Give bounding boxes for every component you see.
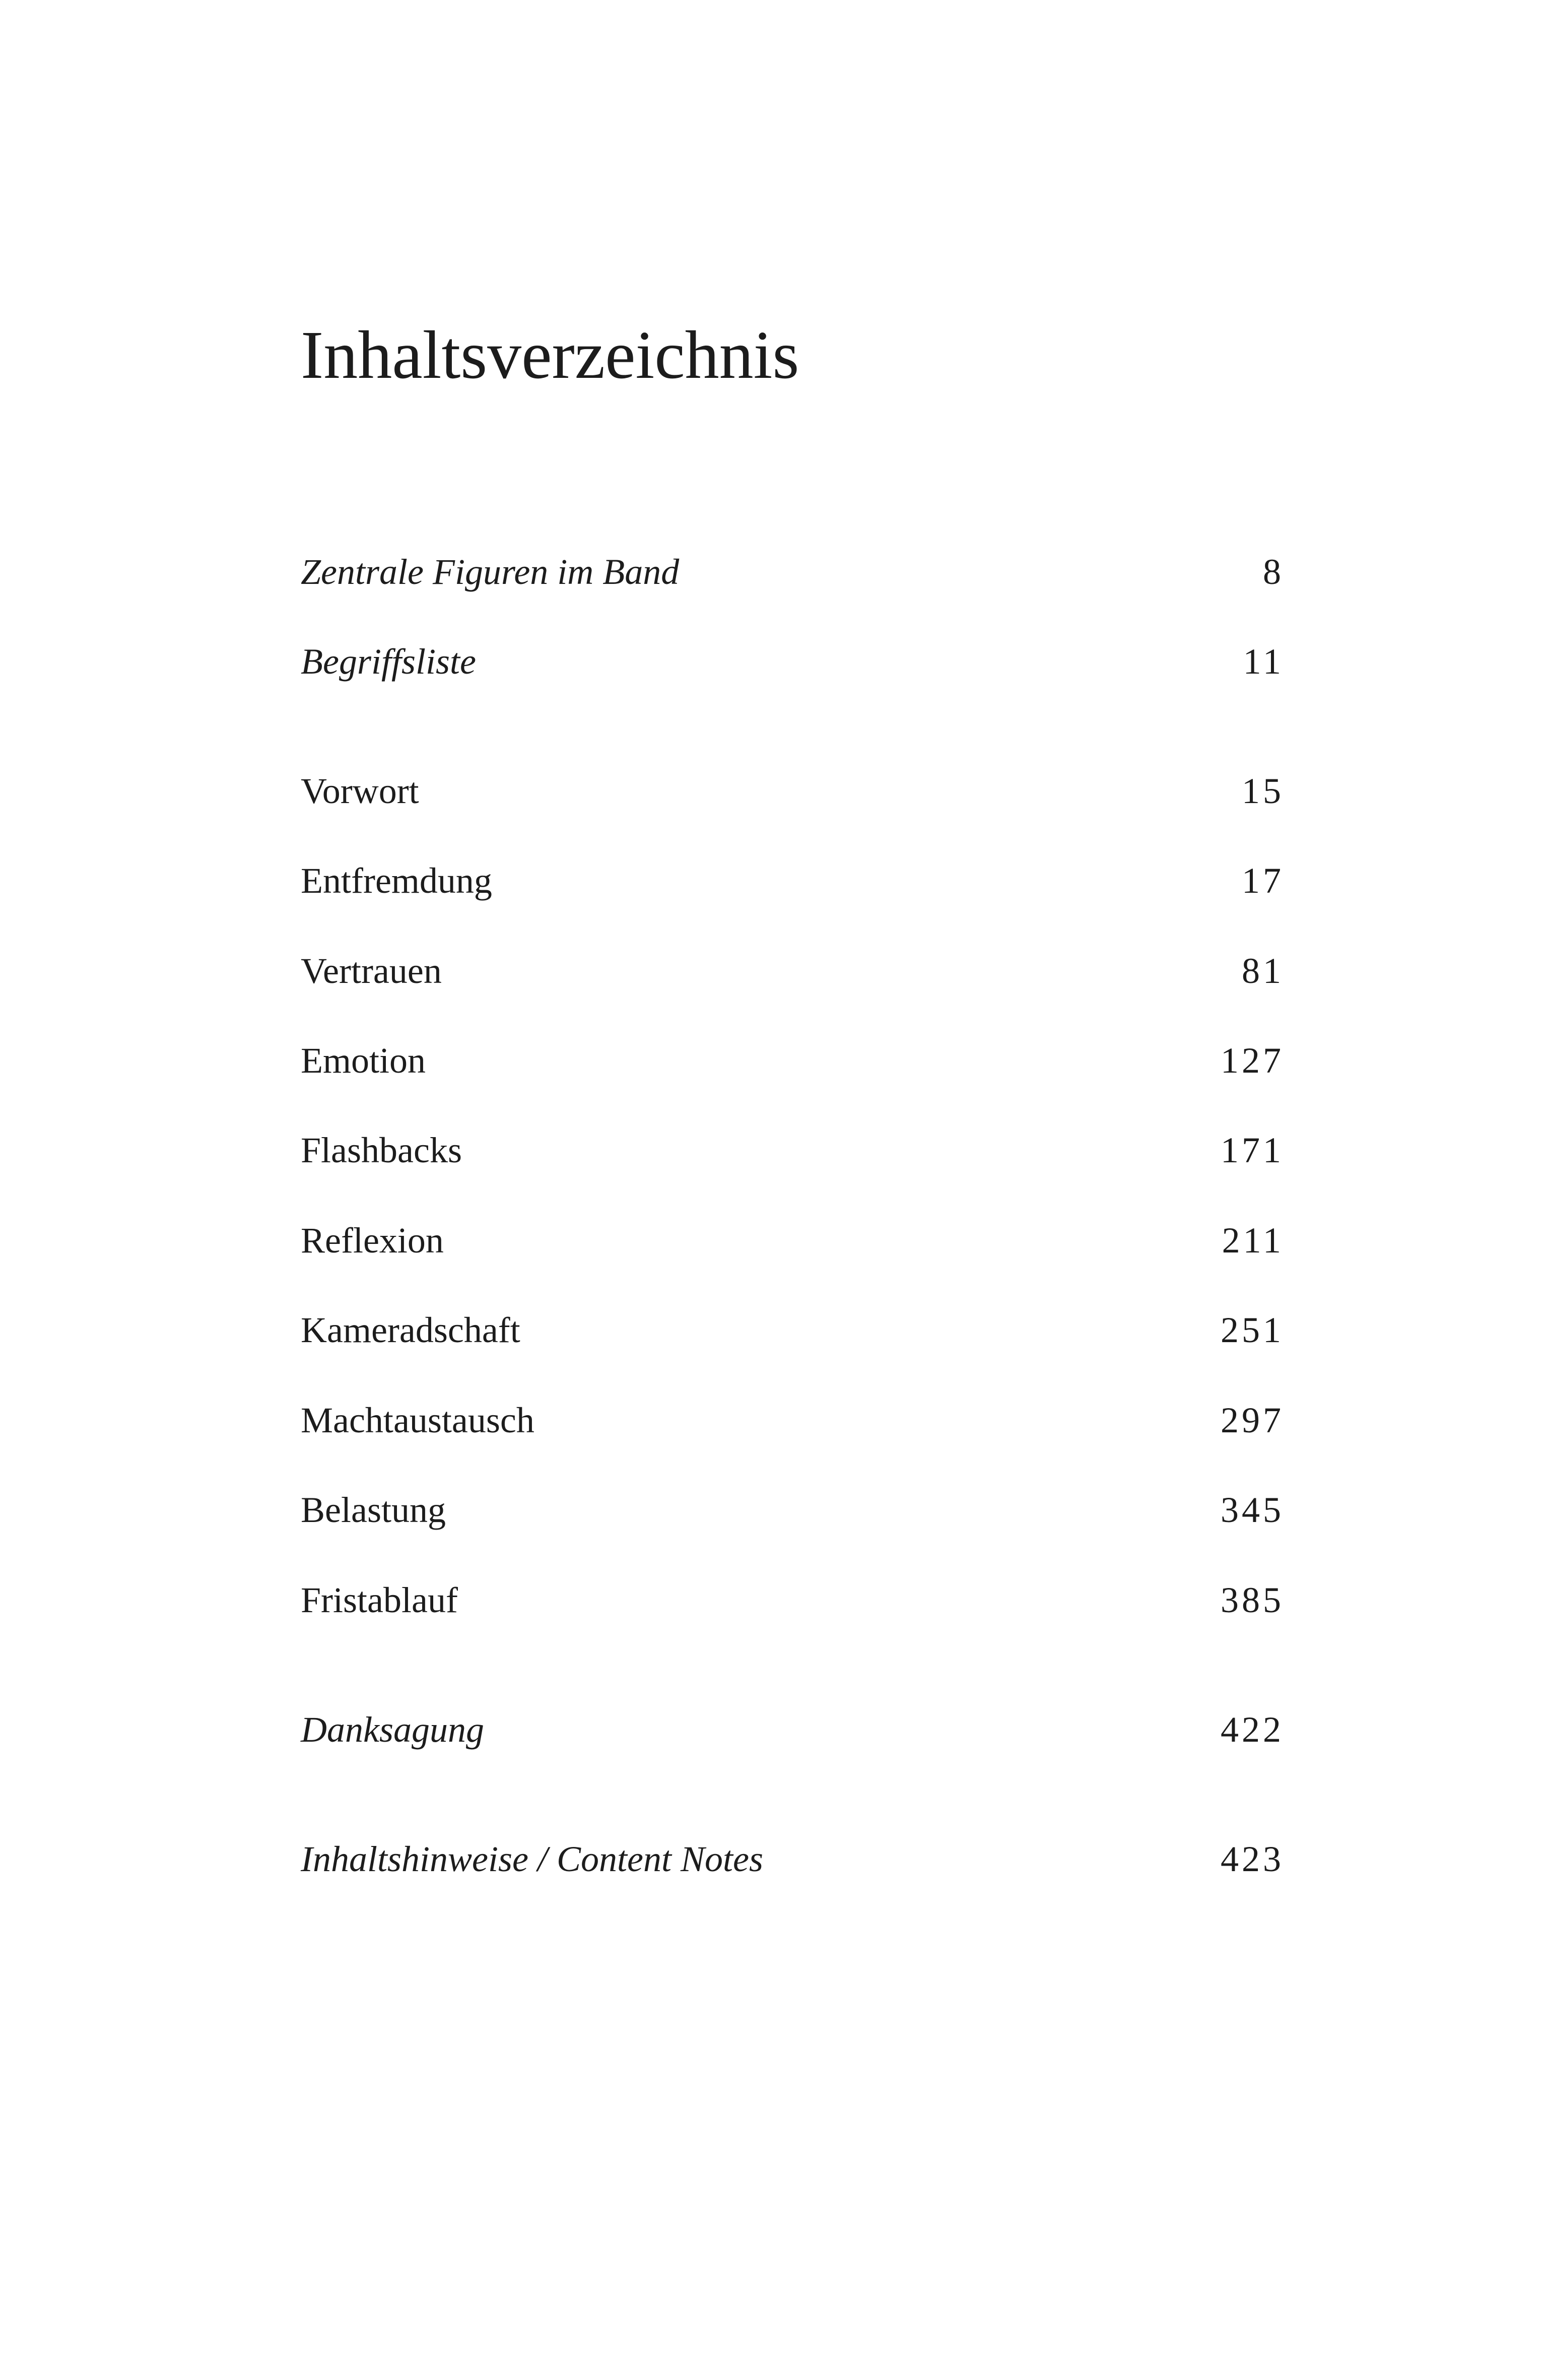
- toc-entry-danksagung: [301, 1704, 1284, 1755]
- toc-entry-page-number: 423: [1221, 1839, 1284, 1879]
- toc-entry-fristablauf: [301, 1575, 1284, 1625]
- toc-entry-page-number: 127: [1221, 1040, 1284, 1081]
- toc-entry-label: Fristablauf: [301, 1580, 458, 1620]
- toc-entry-entfremdung: [301, 855, 1284, 906]
- toc-entry-label: Belastung: [301, 1490, 446, 1530]
- toc-entry-page-number: 211: [1222, 1220, 1284, 1261]
- toc-entry-label: Entfremdung: [301, 861, 492, 901]
- toc-entry-label: Inhaltshinweise / Content Notes: [301, 1839, 763, 1879]
- toc-entry-vertrauen: [301, 946, 1284, 996]
- toc-entry-machtaustausch: [301, 1395, 1284, 1445]
- toc-entry-zentrale-figuren: [301, 547, 1284, 597]
- toc-entry-page-number: 8: [1263, 552, 1284, 592]
- toc-entry-page-number: 345: [1221, 1490, 1284, 1530]
- toc-entry-label: Begriffsliste: [301, 641, 476, 682]
- table-of-contents: [301, 0, 1284, 2380]
- toc-entry-label: Danksagung: [301, 1709, 484, 1750]
- toc-entry-kameradschaft: [301, 1305, 1284, 1355]
- toc-entry-page-number: 297: [1221, 1400, 1284, 1440]
- page-title: Inhaltsverzeichnis: [301, 317, 799, 393]
- toc-entry-vorwort: [301, 766, 1284, 816]
- toc-entry-page-number: 15: [1242, 771, 1284, 811]
- toc-entry-page-number: 385: [1221, 1580, 1284, 1620]
- toc-entry-label: Reflexion: [301, 1220, 444, 1261]
- toc-entry-label: Vorwort: [301, 771, 419, 811]
- toc-entry-emotion: [301, 1035, 1284, 1086]
- toc-entry-page-number: 81: [1242, 951, 1284, 991]
- toc-entry-belastung: [301, 1485, 1284, 1535]
- toc-entry-begriffsliste: [301, 636, 1284, 687]
- toc-entry-page-number: 422: [1221, 1709, 1284, 1750]
- toc-entry-page-number: 17: [1242, 861, 1284, 901]
- toc-entry-page-number: 11: [1243, 641, 1284, 682]
- toc-entry-inhaltshinweise: [301, 1834, 1284, 1884]
- toc-entry-label: Flashbacks: [301, 1130, 462, 1170]
- toc-entry-flashbacks: [301, 1125, 1284, 1175]
- toc-entry-page-number: 171: [1221, 1130, 1284, 1170]
- toc-entry-label: Emotion: [301, 1040, 426, 1081]
- toc-entry-reflexion: [301, 1215, 1284, 1266]
- toc-entry-label: Vertrauen: [301, 951, 442, 991]
- toc-entry-label: Machtaustausch: [301, 1400, 534, 1440]
- toc-entry-page-number: 251: [1221, 1310, 1284, 1350]
- toc-entry-label: Kameradschaft: [301, 1310, 520, 1350]
- toc-entry-label: Zentrale Figuren im Band: [301, 552, 680, 592]
